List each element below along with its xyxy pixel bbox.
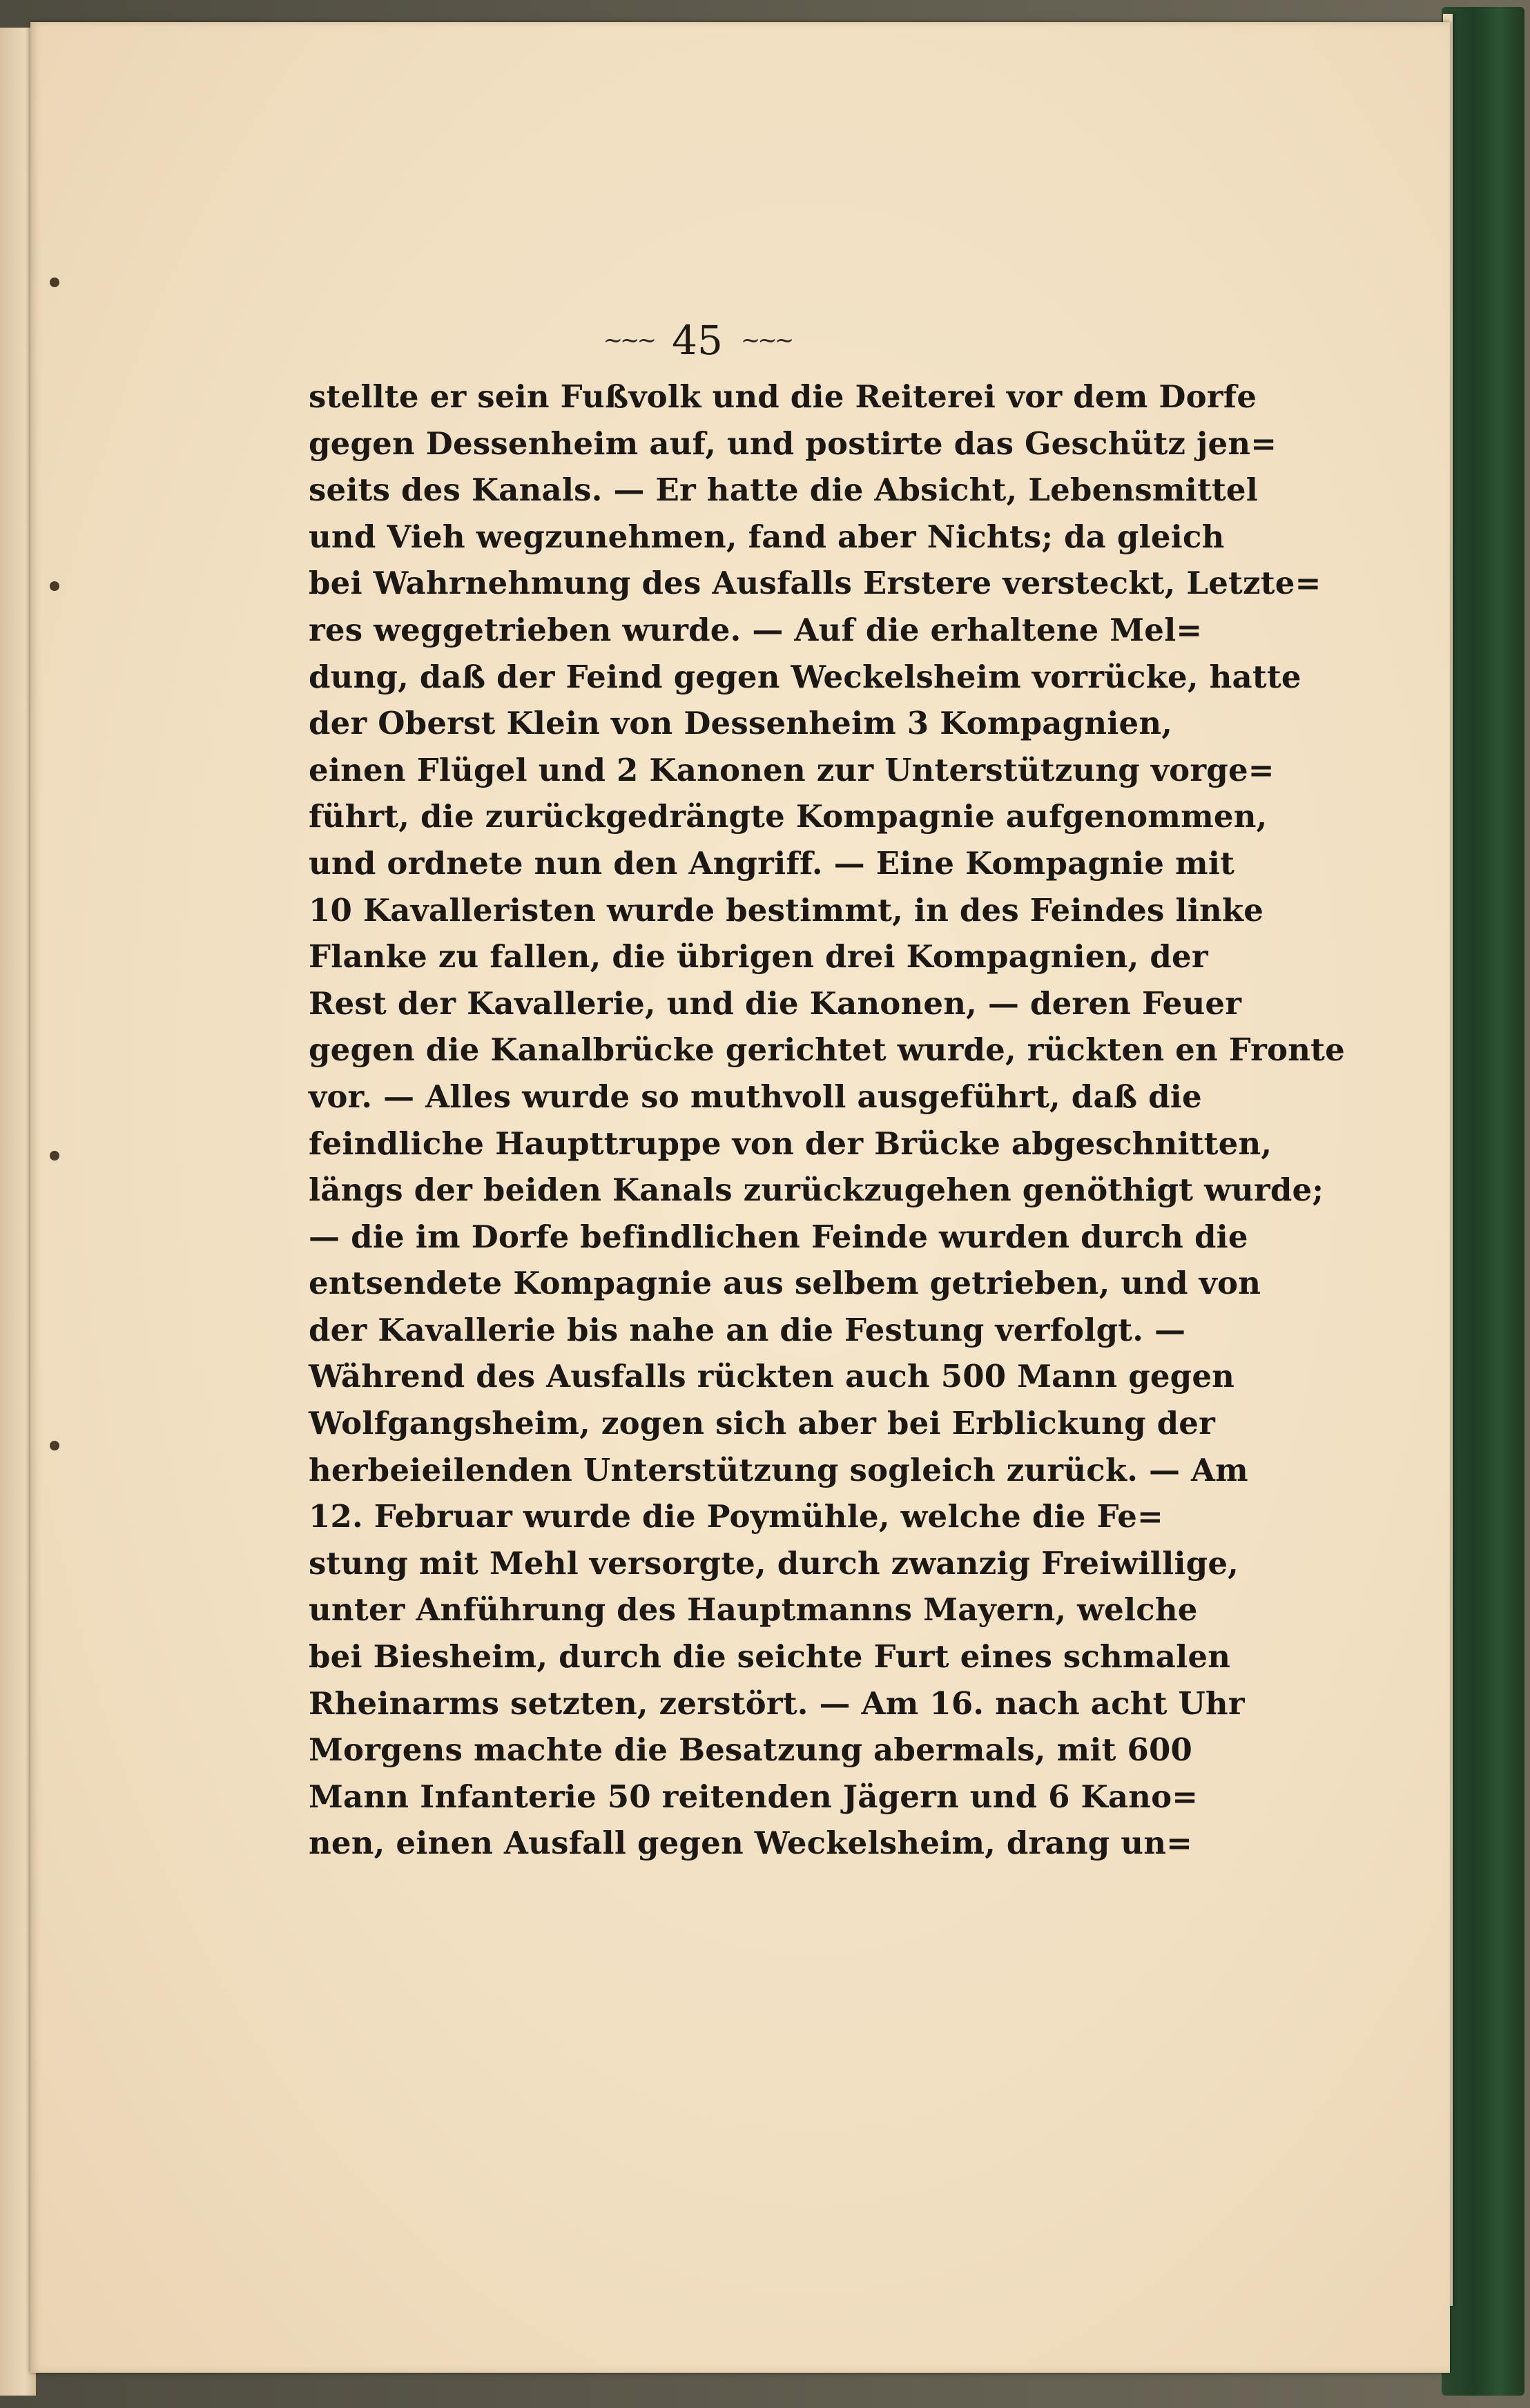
text-line: und Vieh wegzunehmen, fand aber Nichts; da gleich [309, 518, 1225, 555]
text-line: unter Anführung des Hauptmanns Mayern, welche [309, 1591, 1198, 1629]
text-line: — die im Dorfe befindlichen Feinde wurden durch die [309, 1218, 1248, 1255]
text-line: Morgens machte die Besatzung abermals, mit 600 [309, 1731, 1193, 1769]
binding-stitch [50, 581, 59, 591]
text-line: gegen Dessenheim auf, und postirte das Geschütz jen= [309, 425, 1277, 462]
text-line: dung, daß der Feind gegen Weckelsheim vorrücke, hatte [309, 658, 1301, 695]
text-line: Während des Ausfalls rückten auch 500 Mann gegen [309, 1358, 1235, 1395]
text-line: längs der beiden Kanals zurückzugehen genöthigt wurde; [309, 1172, 1324, 1209]
text-line: Mann Infanterie 50 reitenden Jägern und 6 Kano= [309, 1778, 1199, 1815]
text-line: entsendete Kompagnie aus selbem getrieben, und von [309, 1265, 1261, 1302]
text-line: feindliche Haupttruppe von der Brücke abgeschnitten, [309, 1125, 1272, 1162]
text-line: 12. Februar wurde die Poymühle, welche die Fe= [309, 1498, 1163, 1535]
text-line: 10 Kavalleristen wurde bestimmt, in des Feindes linke [309, 891, 1264, 929]
page-header [573, 316, 822, 365]
binding-stitch [50, 278, 59, 287]
text-line: gegen die Kanalbrücke gerichtet wurde, rückten en Fronte [309, 1031, 1345, 1069]
text-line: bei Biesheim, durch die seichte Furt eines schmalen [309, 1638, 1231, 1676]
binding-stitch [50, 1151, 59, 1161]
text-line: bei Wahrnehmung des Ausfalls Erstere versteckt, Letzte= [309, 565, 1321, 602]
text-line: der Oberst Klein von Dessenheim 3 Kompagnien, [309, 705, 1173, 742]
page-number: 45 [672, 317, 723, 364]
text-line: Rheinarms setzten, zerstört. — Am 16. nach acht Uhr [309, 1684, 1245, 1722]
text-line: res weggetrieben wurde. — Auf die erhaltene Mel= [309, 611, 1203, 648]
text-line: der Kavallerie bis nahe an die Festung verfolgt. — [309, 1311, 1186, 1348]
text-line: seits des Kanals. — Er hatte die Absicht, Lebensmittel [309, 472, 1259, 509]
body-text [309, 373, 1345, 1867]
text-line: führt, die zurückgedrängte Kompagnie aufgenommen, [309, 798, 1268, 835]
book-cover-board [1442, 7, 1524, 2396]
binding-stitch [50, 1441, 59, 1450]
text-line: und ordnete nun den Angriff. — Eine Kompagnie mit [309, 844, 1235, 882]
text-line: vor. — Alles wurde so muthvoll ausgeführt, daß die [309, 1078, 1202, 1115]
text-line: stellte er sein Fußvolk und die Reiterei vor dem Dorfe [309, 378, 1257, 415]
text-line: Wolfgangsheim, zogen sich aber bei Erblickung der [309, 1405, 1216, 1442]
text-line: stung mit Mehl versorgte, durch zwanzig Freiwillige, [309, 1544, 1239, 1582]
text-line: Flanke zu fallen, die übrigen drei Kompagnien, der [309, 938, 1208, 975]
ornament-left: ~~~ [603, 327, 655, 354]
text-line: herbeieilenden Unterstützung sogleich zurück. — Am [309, 1451, 1248, 1488]
text-line: einen Flügel und 2 Kanonen zur Unterstützung vorge= [309, 751, 1275, 788]
ornament-right: ~~~ [740, 327, 792, 354]
text-line: nen, einen Ausfall gegen Weckelsheim, drang un= [309, 1825, 1193, 1862]
text-line: Rest der Kavallerie, und die Kanonen, — deren Feuer [309, 984, 1242, 1022]
